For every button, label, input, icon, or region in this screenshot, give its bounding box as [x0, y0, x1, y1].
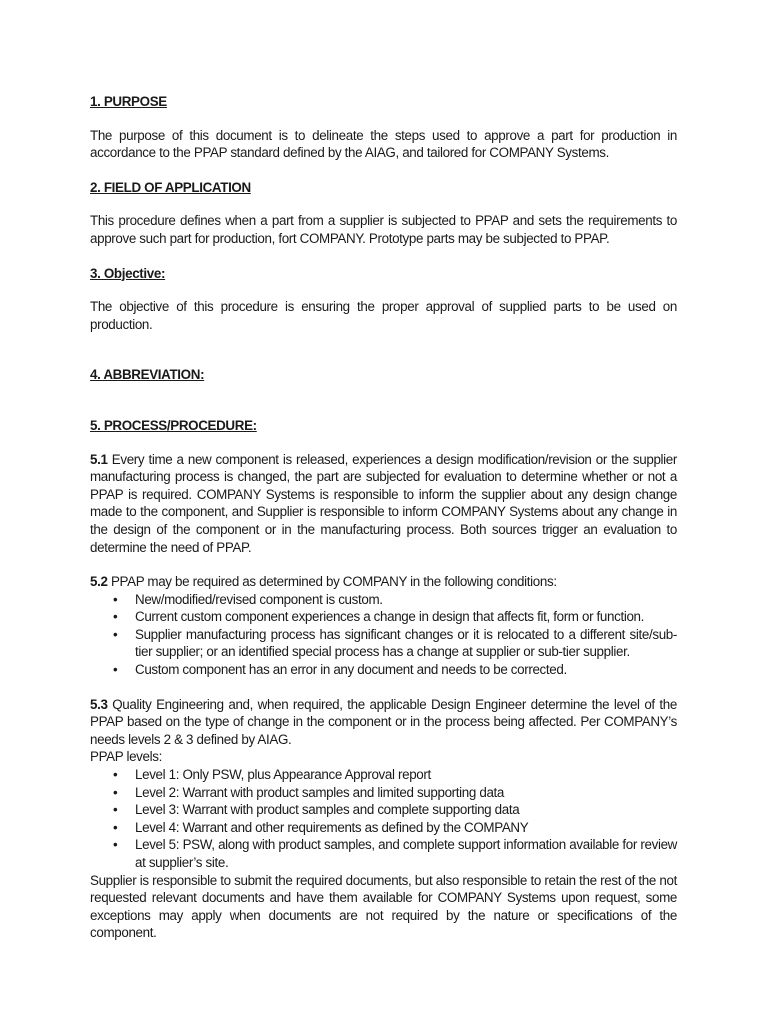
ppap-level-item: • Level 2: Warrant with product samples and limited supporting data [135, 784, 677, 802]
ppap-level-list [90, 766, 677, 872]
paragraph-5-1 [90, 451, 677, 557]
supplier-responsibility-text: Supplier is responsible to submit the required documents, but also responsible to retain the rest of the not requested relevant documents and have them available for COMPANY Systems upon request, some exceptions may apply when documents are not required by the nature or specifications of the component. [90, 872, 677, 941]
abbreviation-heading: 4. ABBREVIATION: [90, 367, 205, 383]
paragraph-5-2-text: PPAP may be required as determined by COMPANY in the following conditions: [107, 574, 557, 590]
field-text: This procedure defines when a part from a supplier is subjected to PPAP and sets the requirements to approve such part for production, fort COMPANY. Prototype parts may be subjected to PPAP. [90, 213, 677, 246]
paragraph-5-1-text: Every time a new component is released, experiences a design modification/revision or the supplier manufacturing process is changed, the part are subjected for evaluation to determine whether or not a PPAP is required. COMPANY Systems is responsible to inform the supplier about any design change made to the component, and Supplier is responsible to inform COMPANY Systems about any change in the design of the component or in the manufacturing process. Both sources trigger an evaluation to determine the need of PPAP. [90, 451, 677, 555]
paragraph-5-3-text: Quality Engineering and, when required, the applicable Design Engineer determine the level of the PPAP based on the type of change in the component or in the process being affected. Per COMPANY’s needs levels 2 & 3 defined by AIAG. [90, 696, 677, 747]
paragraph-5-2-number: 5.2 [90, 574, 108, 590]
process-heading: 5. PROCESS/PROCEDURE: [90, 417, 257, 433]
objective-text: The objective of this procedure is ensuring the proper approval of supplied parts to be used on production. [90, 299, 677, 332]
paragraph-5-3-number: 5.3 [90, 696, 108, 712]
ppap-levels-label: PPAP levels: [90, 749, 162, 765]
condition-item: • Supplier manufacturing process has significant changes or it is relocated to a different site/sub-tier supplier; or an identified special process has a change at supplier or sub-tier supplier. [135, 626, 677, 661]
paragraph-5-2 [90, 573, 677, 591]
ppap-level-item: • Level 1: Only PSW, plus Appearance Approval report [135, 766, 677, 784]
ppap-level-item: • Level 4: Warrant and other requirements as defined by the COMPANY [135, 819, 677, 837]
condition-item: • Custom component has an error in any document and needs to be corrected. [135, 661, 677, 679]
paragraph-5-1-number: 5.1 [90, 451, 108, 467]
condition-list [90, 591, 677, 679]
paragraph-5-3 [90, 696, 677, 749]
ppap-level-item: • Level 3: Warrant with product samples and complete supporting data [135, 801, 677, 819]
purpose-heading: 1. PURPOSE [90, 94, 167, 109]
purpose-text: The purpose of this document is to delineate the steps used to approve a part for production in accordance to the PPAP standard defined by the AIAG, and tailored for COMPANY Systems. [90, 127, 677, 161]
field-heading: 2. FIELD OF APPLICATION [90, 179, 251, 195]
ppap-level-item: • Level 5: PSW, along with product samples, and complete support information available for review at supplier’s site. [135, 836, 677, 871]
condition-item: • New/modified/revised component is custom. [135, 591, 677, 609]
condition-item: • Current custom component experiences a change in design that affects fit, form or function. [135, 608, 677, 626]
document-page [90, 93, 677, 942]
objective-heading: 3. Objective: [90, 265, 166, 281]
